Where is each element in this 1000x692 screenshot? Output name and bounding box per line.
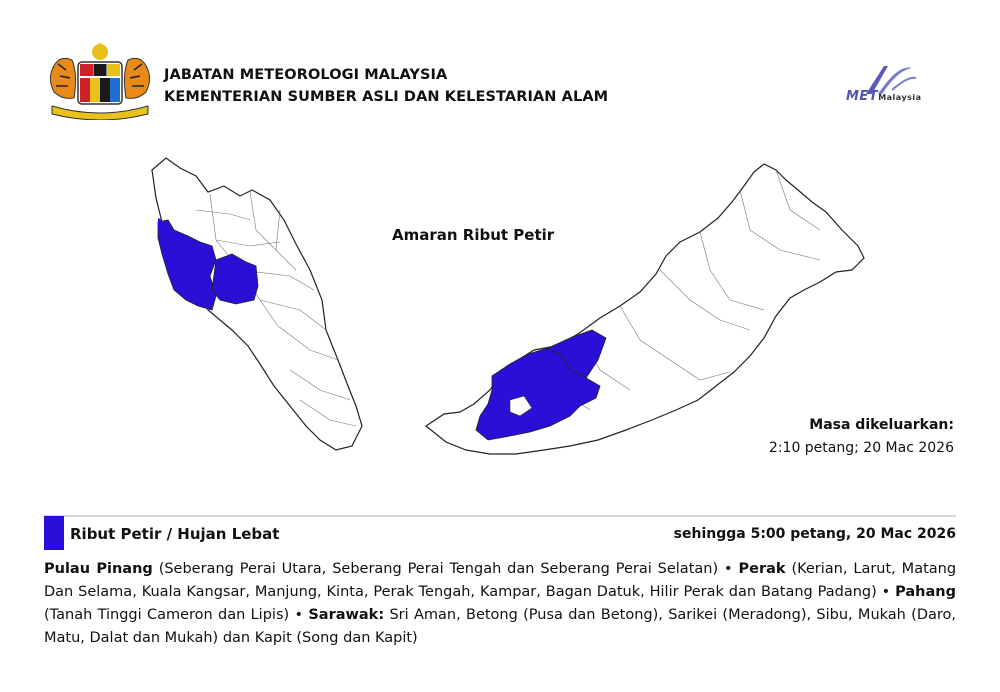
legend-label: Ribut Petir / Hujan Lebat xyxy=(70,525,280,543)
issued-value: 2:10 petang; 20 Mac 2026 xyxy=(768,440,954,456)
area-state: Pulau Pinang xyxy=(44,561,153,577)
area-districts: (Kerian, Larut, Matang Dan Selama, Kuala Kangsar, Manjung, Kinta, Perak Tengah, Kampar, Bagan Datuk, Hilir Perak dan Batang Padang) xyxy=(44,561,957,600)
area-state: Perak xyxy=(738,561,786,577)
area-state: Sarawak: xyxy=(308,607,385,623)
malaysia-map xyxy=(100,150,880,470)
legend-swatch xyxy=(44,516,64,550)
area-districts: Sri Aman, Betong (Pusa dan Betong), Sarikei (Meradong), Sibu, Mukah (Daro, Matu, Dalat dan Mukah) dan Kapit (Song dan Kapit) xyxy=(44,607,956,646)
met-malaysia-logo xyxy=(846,60,956,110)
peninsular-malaysia xyxy=(152,158,362,450)
valid-until: sehingga 5:00 petang, 20 Mac 2026 xyxy=(673,526,956,542)
issued-label: Masa dikeluarkan: xyxy=(809,417,954,433)
organization-name xyxy=(164,64,608,108)
issued-time xyxy=(769,414,954,460)
org-line-2: KEMENTERIAN SUMBER ASLI DAN KELESTARIAN ALAM xyxy=(164,89,609,105)
map-title: Amaran Ribut Petir xyxy=(392,226,555,244)
affected-areas: Pulau Pinang (Seberang Perai Utara, Seberang Perai Tengah dan Seberang Perai Selatan) • Perak (Kerian, Larut, Matang Dan Selama, Kuala Kangsar, Manjung, Kinta, Perak Tengah, Kampar, Bagan Datuk, Hilir Perak dan Batang Padang) • Pahang (Tanah Tinggi Cameron dan Lipis) • Sarawak: Sri Aman, Betong (Pusa dan Betong), Sarikei (Meradong), Sibu, Mukah (Daro, Matu, Dalat dan Mukah) dan Kapit (Song dan Kapit) xyxy=(44,561,957,646)
area-districts: (Seberang Perai Utara, Seberang Perai Tengah dan Seberang Perai Selatan) xyxy=(158,561,719,577)
legend xyxy=(44,516,956,550)
logo-text: METMalaysia xyxy=(846,89,922,104)
header xyxy=(44,40,956,120)
warning-area-penang-island xyxy=(158,218,162,230)
coat-of-arms-icon xyxy=(44,40,156,120)
org-line-1: JABATAN METEOROLOGI MALAYSIA xyxy=(164,67,448,83)
area-districts: (Tanah Tinggi Cameron dan Lipis) xyxy=(44,607,290,623)
area-state: Pahang xyxy=(895,584,956,600)
